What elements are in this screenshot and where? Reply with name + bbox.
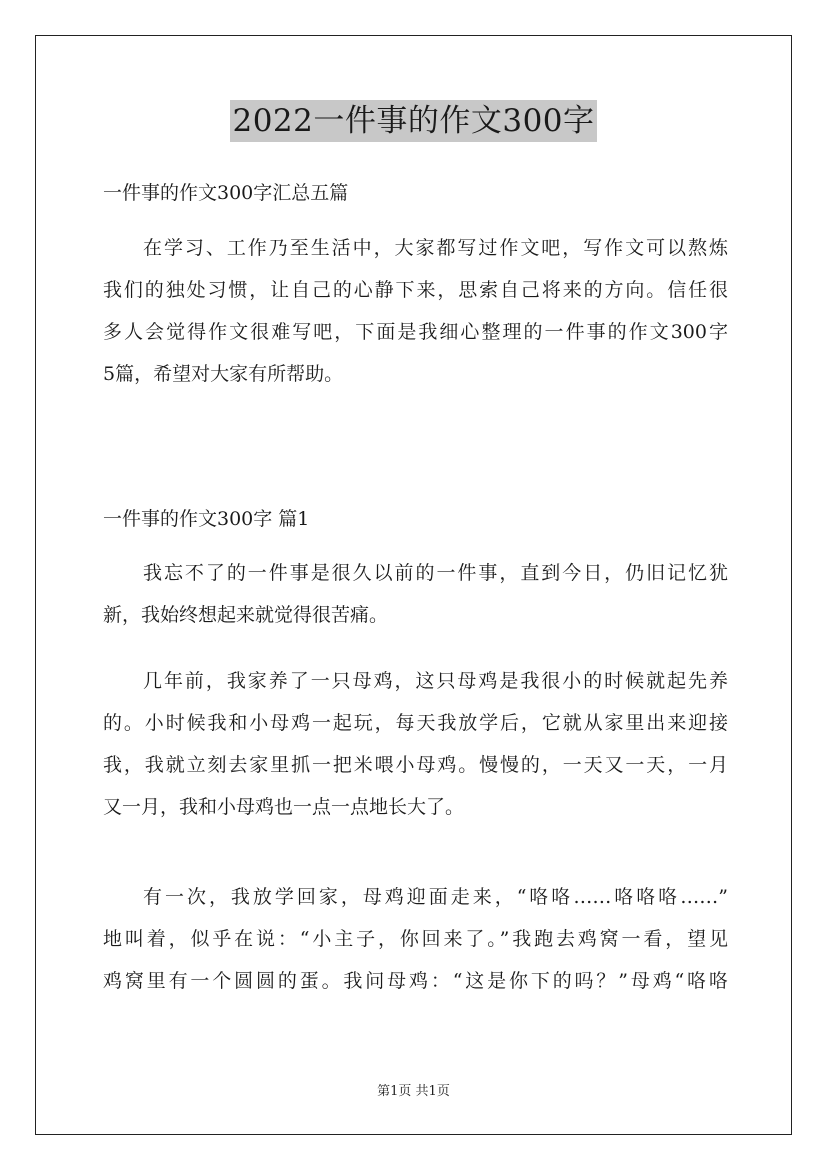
paragraph-line: 多人会觉得作文很难写吧，下面是我细心整理的一件事的作文300字 [103,321,728,343]
intro-paragraph [103,227,728,395]
paragraph-line: 我忘不了的一件事是很久以前的一件事，直到今日，仍旧记忆犹 [143,562,728,584]
paragraph-line: 我们的独处习惯，让自己的心静下来，思索自己将来的方向。信任很 [103,279,728,301]
paragraph-line: 又一月，我和小母鸡也一点一点地长大了。 [103,796,465,818]
subtitle-line: 一件事的作文300字汇总五篇 [103,182,349,204]
paragraph-line: 的。小时候我和小母鸡一起玩，每天我放学后，它就从家里出来迎接 [103,712,728,734]
document-subtitle [103,172,728,214]
paragraph-line: 5篇，希望对大家有所帮助。 [103,363,344,385]
section-heading-line: 一件事的作文300字 篇1 [103,508,310,530]
paragraph-line: 几年前，我家养了一只母鸡，这只母鸡是我很小的时候就起先养 [143,670,728,692]
paragraph-3 [103,876,728,1002]
paragraph-1 [103,552,728,636]
paragraph-line: 有一次，我放学回家，母鸡迎面走来，“咯咯……咯咯咯……” [143,886,728,908]
page-number-footer: 第1页 共1页 [377,1084,450,1099]
paragraph-line: 在学习、工作乃至生活中，大家都写过作文吧，写作文可以熬炼 [143,237,728,259]
paragraph-line: 新，我始终想起来就觉得很苦痛。 [103,604,389,626]
paragraph-line: 鸡窝里有一个圆圆的蛋。我问母鸡：“这是你下的吗？”母鸡“咯咯 [103,970,728,992]
paragraph-2 [103,660,728,828]
section-heading [103,498,728,540]
paragraph-line: 我，我就立刻去家里抓一把米喂小母鸡。慢慢的，一天又一天，一月 [103,754,728,776]
paragraph-line: 地叫着，似乎在说：“小主子，你回来了。”我跑去鸡窝一看，望见 [103,928,728,950]
title-container [0,100,827,142]
document-title: 2022一件事的作文300字 [230,100,596,142]
